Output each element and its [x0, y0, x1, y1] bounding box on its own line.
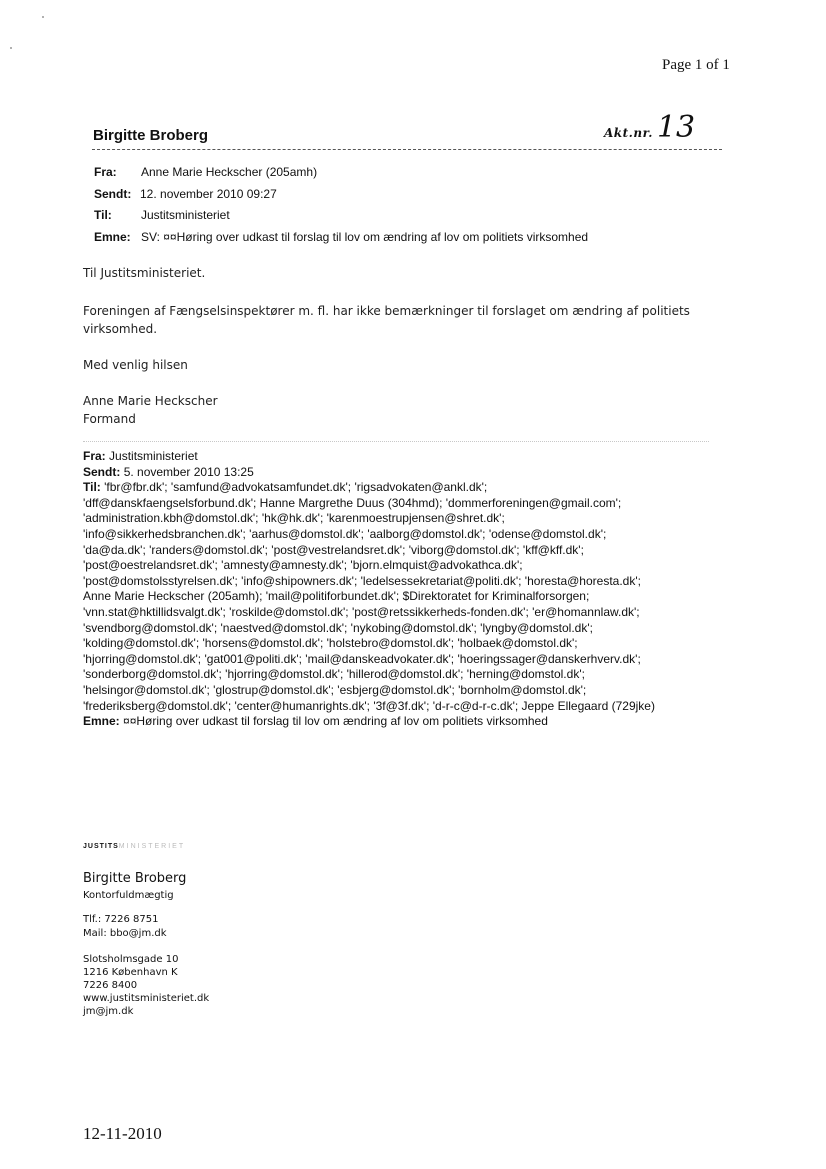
body-greeting: Til Justitsministeriet. — [83, 266, 206, 280]
header-to-row — [94, 208, 230, 222]
fwd-to-line: 'info@sikkerhedsbranchen.dk'; 'aarhus@domstol.dk'; 'aalborg@domstol.dk'; 'odense@domstol.dk'; — [83, 526, 607, 541]
header-from-row — [94, 165, 317, 179]
header-subject-row — [94, 230, 588, 244]
fwd-from-row — [83, 449, 655, 465]
fwd-sent-value: 5. november 2010 13:25 — [123, 464, 254, 479]
fwd-to-line: 'svendborg@domstol.dk'; 'naestved@domstol.dk'; 'nykobing@domstol.dk'; 'lyngby@domstol.dk'; — [83, 620, 593, 635]
fwd-to-line: 'frederiksberg@domstol.dk'; 'center@humanrights.dk'; '3f@3f.dk'; 'd-r-c@d-r-c.dk'; Jeppe Ellegaard (729jke) — [83, 698, 655, 713]
signature-address-line: 1216 København K — [83, 967, 178, 978]
signature-phone: Tlf.: 7226 8751 — [83, 914, 159, 925]
ministry-logo — [83, 843, 185, 850]
sent-value: 12. november 2010 09:27 — [140, 187, 277, 201]
signature-name: Birgitte Broberg — [83, 871, 187, 886]
signature-mail: Mail: bbo@jm.dk — [83, 928, 167, 939]
handwritten-number: 13 — [656, 110, 696, 145]
handwritten-case-number — [604, 110, 695, 145]
fwd-sent-label: Sendt: — [83, 464, 121, 479]
forwarded-header — [83, 449, 655, 730]
footer-date: 12-11-2010 — [83, 1124, 162, 1143]
signature-email: jm@jm.dk — [83, 1006, 134, 1017]
forward-separator — [83, 441, 709, 442]
fwd-to-line: 'kolding@domstol.dk'; 'horsens@domstol.dk'; 'holstebro@domstol.dk'; 'holbaek@domstol.dk'; — [83, 636, 578, 651]
fwd-to-line: 'dff@danskfaengselsforbund.dk'; Hanne Margrethe Duus (304hmd); 'dommerforeningen@gmail.com'; — [83, 495, 622, 510]
scan-speck — [42, 16, 44, 18]
body-paragraph-line-1: Foreningen af Fængselsinspektører m. fl. har ikke bemærkninger til forslaget om ændring af politiets — [83, 304, 690, 318]
fwd-to-line: Anne Marie Heckscher (205amh); 'mail@politiforbundet.dk'; $Direktoratet for Kriminalforsorgen; — [83, 589, 590, 604]
fwd-to-line: 'administration.kbh@domstol.dk'; 'hk@hk.dk'; 'karenmoestrupjensen@shret.dk'; — [83, 511, 505, 526]
subject-label: Emne: — [94, 230, 131, 244]
scan-speck — [10, 47, 12, 49]
fwd-to-line: 'hjorring@domstol.dk'; 'gat001@politi.dk'; 'mail@danskeadvokater.dk'; 'hoeringssager@danskerhverv.dk'; — [83, 651, 641, 666]
fwd-sent-row — [83, 465, 655, 481]
logo-text: JUSTITS — [83, 843, 119, 850]
from-label: Fra: — [94, 165, 117, 179]
fwd-from-value: Justitsministeriet — [109, 449, 198, 463]
body-sender-name: Anne Marie Heckscher — [83, 394, 218, 408]
fwd-to-label: Til: — [83, 480, 101, 495]
signature-address-line: 7226 8400 — [83, 980, 138, 991]
signature-website: www.justitsministeriet.dk — [83, 993, 210, 1004]
fwd-subject-value: ¤¤Høring over udkast til forslag til lov om ændring af lov om politiets virksomhed — [123, 714, 548, 729]
from-value: Anne Marie Heckscher (205amh) — [141, 165, 318, 179]
to-value: Justitsministeriet — [141, 208, 230, 222]
logo-text-faded: MINISTERIET — [118, 843, 186, 850]
body-paragraph-line-2: virksomhed. — [83, 322, 158, 336]
fwd-to-line: 'vnn.stat@hktillidsvalgt.dk'; 'roskilde@domstol.dk'; 'post@retssikkerheds-fonden.dk'; 'er@homannlaw.dk'; — [83, 604, 640, 619]
body-closing: Med venlig hilsen — [83, 358, 188, 372]
body-sender-title: Formand — [83, 412, 136, 426]
fwd-to-line: 'fbr@fbr.dk'; 'samfund@advokatsamfundet.dk'; 'rigsadvokaten@ankl.dk'; — [104, 480, 488, 495]
fwd-to-line: 'post@oestrelandsret.dk'; 'amnesty@amnesty.dk'; 'bjorn.elmquist@advokathca.dk'; — [83, 558, 523, 573]
fwd-to-line: 'post@domstolsstyrelsen.dk'; 'info@shipowners.dk'; 'ledelsessekretariat@politi.dk'; 'horesta@horesta.dk'; — [83, 573, 641, 588]
fwd-to-line: 'sonderborg@domstol.dk'; 'hjorring@domstol.dk'; 'hillerod@domstol.dk'; 'herning@domstol.dk'; — [83, 667, 585, 682]
fwd-to-line: 'helsingor@domstol.dk'; 'glostrup@domstol.dk'; 'esbjerg@domstol.dk'; 'bornholm@domstol.dk'; — [83, 682, 587, 697]
fwd-to-row — [83, 480, 655, 496]
fwd-subject-label: Emne: — [83, 714, 120, 729]
fwd-to-line: 'da@da.dk'; 'randers@domstol.dk'; 'post@vestrelandsret.dk'; 'viborg@domstol.dk'; 'kff@kff.dk'; — [83, 542, 584, 557]
signature-address-line: Slotsholmsgade 10 — [83, 954, 179, 965]
header-sent-row — [94, 187, 277, 201]
subject-value: SV: ¤¤Høring over udkast til forslag til lov om ændring af lov om politiets virksomhed — [141, 230, 589, 244]
mailbox-owner-name: Birgitte Broberg — [93, 127, 209, 144]
to-label: Til: — [94, 208, 112, 222]
sent-label: Sendt: — [94, 187, 132, 201]
fwd-subject-row — [83, 714, 655, 730]
handwritten-label: Akt.nr. — [604, 126, 653, 140]
header-rule — [92, 149, 722, 150]
fwd-from-label: Fra: — [83, 449, 106, 463]
signature-title: Kontorfuldmægtig — [83, 890, 174, 901]
page-number-label: Page 1 of 1 — [662, 57, 730, 73]
